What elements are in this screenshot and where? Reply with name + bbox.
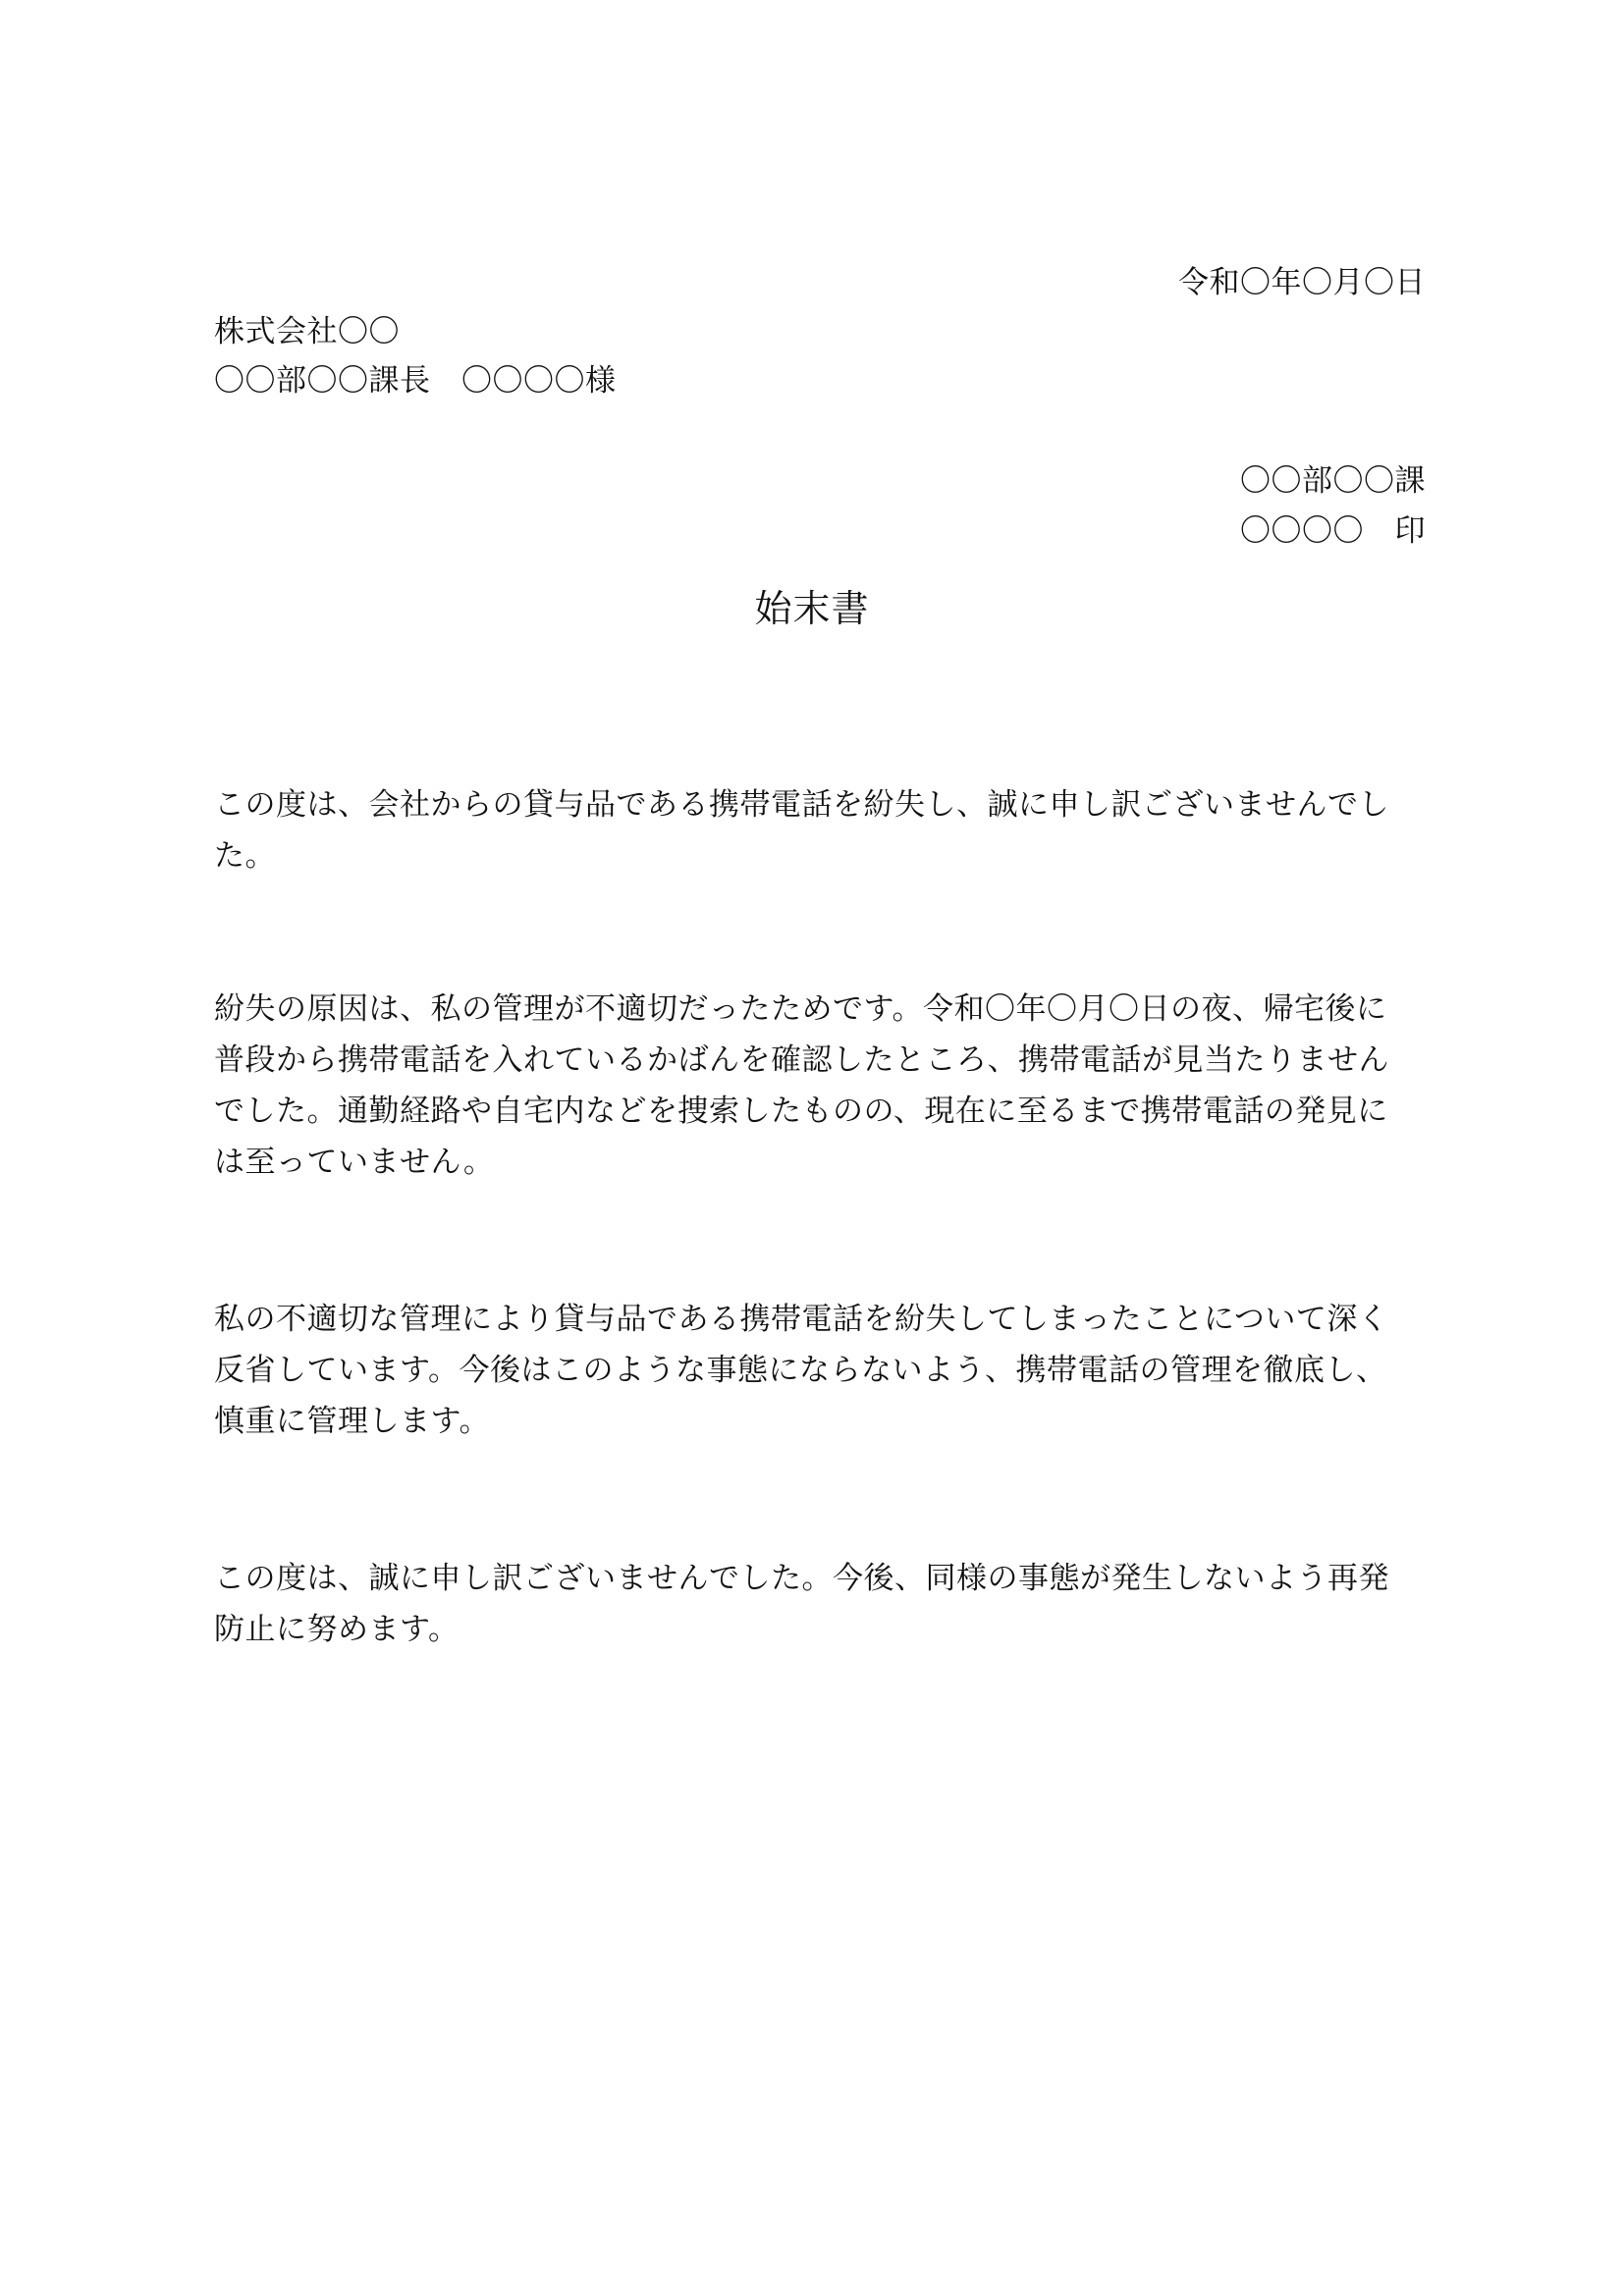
paragraph-line: この度は、会社からの貸与品である携帯電話を紛失し、誠に申し訳ございませんでし: [214, 787, 1389, 823]
paragraph-line: 私の不適切な管理により貸与品である携帯電話を紛失してしまったことについて深く: [214, 1302, 1389, 1337]
recipient-department-person: 〇〇部〇〇課長 〇〇〇〇様: [214, 363, 617, 399]
paragraph-line: 普段から携帯電話を入れているかばんを確認したところ、携帯電話が見当たりません: [214, 1042, 1389, 1078]
sender-department: 〇〇部〇〇課: [1240, 463, 1426, 499]
paragraph-line: 紛失の原因は、私の管理が不適切だったためです。令和〇年〇月〇日の夜、帰宅後に: [214, 991, 1387, 1027]
paragraph-apology: [214, 779, 1432, 881]
paragraph-line: この度は、誠に申し訳ございませんでした。今後、同様の事態が発生しないよう再発: [214, 1561, 1389, 1596]
paragraph-line: 慎重に管理します。: [214, 1404, 491, 1439]
recipient-company: 株式会社〇〇: [214, 314, 400, 349]
paragraph-reflection: [214, 1294, 1432, 1447]
paragraph-line: 反省しています。今後はこのような事態にならないよう、携帯電話の管理を徹底し、: [214, 1353, 1387, 1388]
document-date: 令和〇年〇月〇日: [1178, 265, 1426, 300]
paragraph-closing: [214, 1553, 1432, 1655]
paragraph-line: は至っていません。: [214, 1145, 495, 1180]
paragraph-line: でした。通勤経路や自宅内などを捜索したものの、現在に至るまで携帯電話の発見に: [214, 1094, 1388, 1129]
paragraph-line: た。: [214, 838, 276, 874]
paragraph-line: 防止に努めます。: [214, 1612, 460, 1647]
paragraph-cause: [214, 984, 1432, 1188]
document-title: 始末書: [754, 587, 870, 630]
sender-name-seal: 〇〇〇〇 印: [1240, 513, 1426, 549]
